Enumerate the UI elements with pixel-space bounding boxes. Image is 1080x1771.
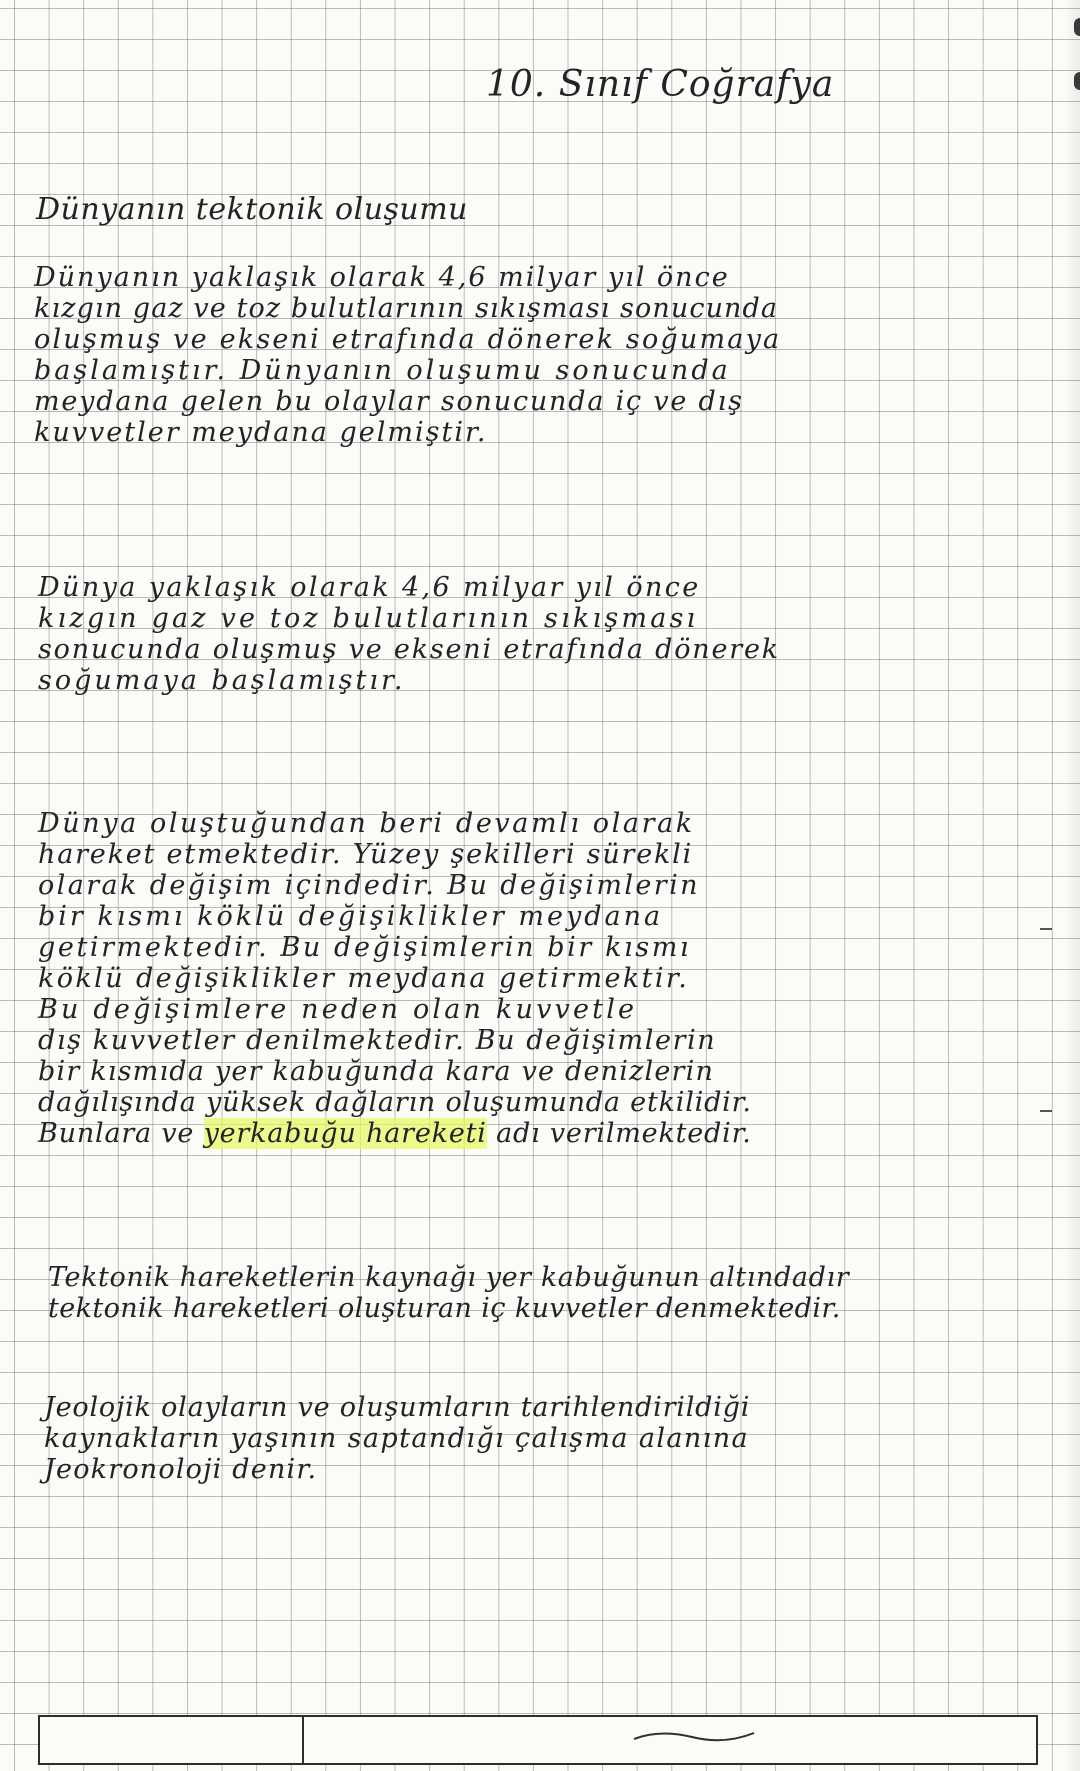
paragraph-5-line-2: kaynakların yaşının saptandığı çalışma alanına [44,1423,750,1454]
paragraph-1-line-1: Dünyanın yaklaşık olarak 4,6 milyar yıl önce [34,262,730,293]
line-prefix: Bunlara ve [38,1118,204,1149]
paragraph-1-line-6: kuvvetler meydana gelmiştir. [34,417,488,448]
paragraph-3-line-5: getirmektedir. Bu değişimlerin bir kısmı [38,932,692,963]
line-suffix: adı verilmektedir. [486,1118,752,1149]
paragraph-3-line-7: Bu değişimlere neden olan kuvvetle [38,994,638,1025]
paragraph-3-line-8: dış kuvvetler denilmektedir. Bu değişimlerin [38,1025,717,1056]
paragraph-1-line-3: oluşmuş ve ekseni etrafında dönerek soğumaya [34,324,782,355]
paragraph-4-line-2: tektonik hareketleri oluşturan iç kuvvetler denmektedir. [48,1293,841,1324]
binding-hole-top [1074,18,1080,36]
page-title: 10. Sınıf Coğrafya [486,64,835,105]
paragraph-3-line-3: olarak değişim içindedir. Bu değişimlerin [38,870,700,901]
footer-divider [302,1717,304,1763]
pen-mark-icon [630,1725,760,1749]
paragraph-5-line-3: Jeokronoloji denir. [44,1454,318,1485]
paragraph-3-line-2: hareket etmektedir. Yüzey şekilleri sürekli [38,839,694,870]
paragraph-4-line-1: Tektonik hareketlerin kaynağı yer kabuğunun altındadır [48,1262,850,1293]
paragraph-3-line-6: köklü değişiklikler meydana getirmektir. [38,963,690,994]
binding-hole-second [1074,72,1080,90]
footer-box [38,1715,1038,1765]
paragraph-3-line-9: bir kısmıda yer kabuğunda kara ve denizlerin [38,1056,715,1087]
paragraph-5-line-1: Jeolojik olayların ve oluşumların tarihlendirildiği [44,1392,751,1423]
paragraph-1-line-5: meydana gelen bu olaylar sonucunda iç ve dış [34,386,744,417]
paragraph-3-line-4: bir kısmı köklü değişiklikler meydana [38,901,664,932]
section-heading: Dünyanın tektonik oluşumu [36,192,469,227]
margin-dash [1040,928,1052,930]
page-edge-shadow [1064,0,1080,1771]
paragraph-3-line-11 [38,1118,752,1149]
paragraph-1-line-4: başlamıştır. Dünyanın oluşumu sonucunda [34,355,731,386]
paragraph-2-line-3: sonucunda oluşmuş ve ekseni etrafında dönerek [38,634,780,665]
paragraph-2-line-1: Dünya yaklaşık olarak 4,6 milyar yıl önce [38,572,701,603]
paragraph-1-line-2: kızgın gaz ve toz bulutlarının sıkışması sonucunda [34,293,779,324]
paragraph-3-line-10: dağılışında yüksek dağların oluşumunda etkilidir. [38,1087,752,1118]
paragraph-2-line-2: kızgın gaz ve toz bulutlarının sıkışması [38,603,699,634]
paragraph-2-line-4: soğumaya başlamıştır. [38,665,406,696]
highlighted-term: yerkabuğu hareketi [203,1118,487,1149]
paragraph-3-line-1: Dünya oluştuğundan beri devamlı olarak [38,808,695,839]
margin-dash [1040,1110,1052,1112]
